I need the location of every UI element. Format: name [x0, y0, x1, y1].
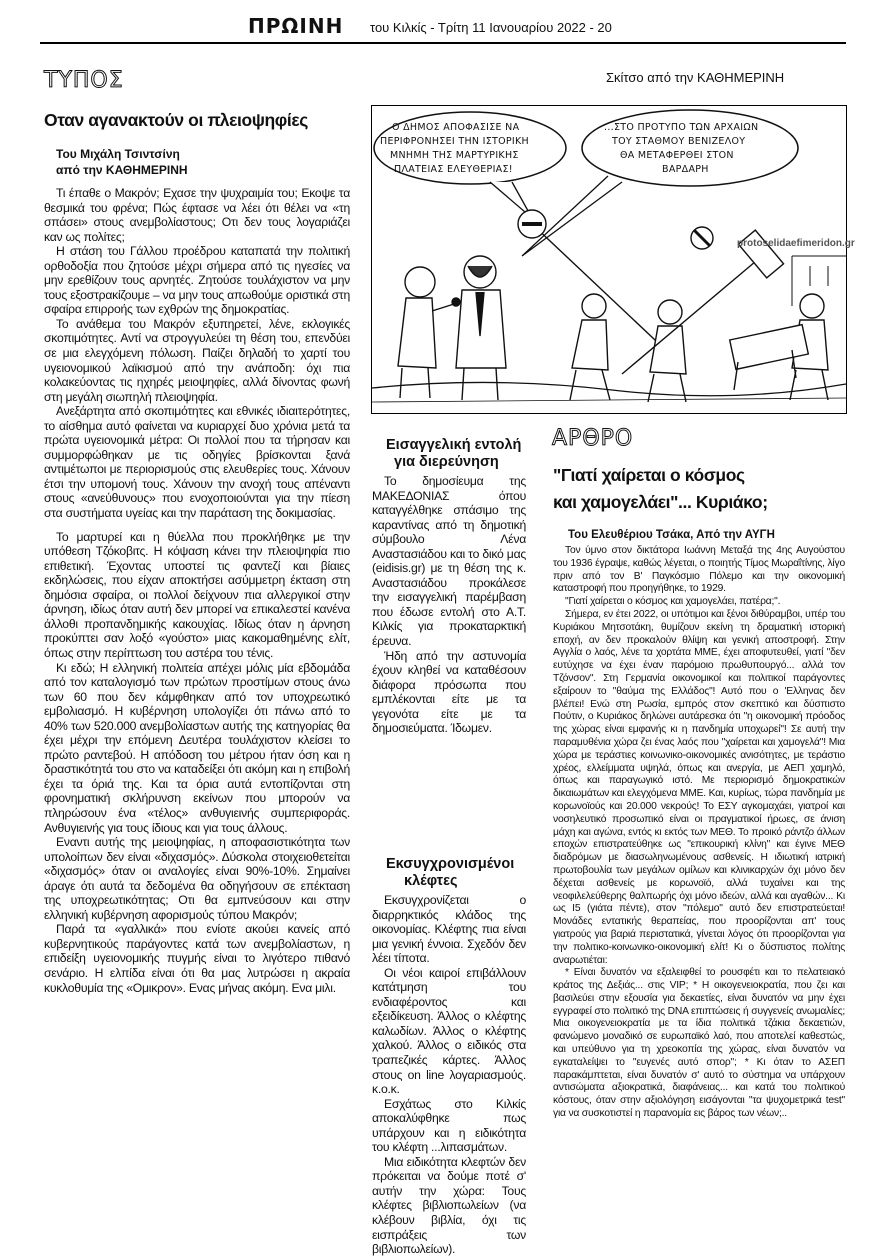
middle-story-1-body — [372, 474, 526, 736]
left-byline — [56, 146, 356, 178]
middle-headline-1 — [386, 437, 536, 471]
bubble-left-line: ΠΕΡΙΦΡΟΝΗΣΕΙ ΤΗΝ ΙΣΤΟΡΙΚΗ — [380, 136, 529, 147]
paragraph: Σήμερα, εν έτει 2022, οι υπότιμοι και ξένοι διθύραμβοι, υπέρ του Κυριάκου Μητσοτάκη, θυμίζουν εκείνη τη δραματική ιστορική εποχή, αν δεν προκαλούν θλίψη και γενική αποστροφή. Στην Αγγλία ο λαός, λένε τα χορτάτα ΜΜΕ, έχει αποφυτευθεί, γιατί "δεν ευτύχησε να έχει έναν παρόμοιο πρωθυπουργό... αλλά τον Τζόνσον". Στη Γερμανία οικονομικοί και πολιτικοί παράγοντες εξαίρουν το "θαύμα της Ελλάδος"! Αυτό που ο 'Ελληνας δεν βλέπει! Ενώ στη Ρωσία, εμπρός στον σκεπτικό και δύσπιστο Πούτιν, ο Κυριάκος δηλώνει αυτάρεσκα ότι "η οικονομική πρόοδος της χώρας είναι εμφανής κι η πανδημία υποχωρεί"! Σε αυτή την παραμυθένια χώρα ζει ένας λαός που "χαίρεται και χαμογελά"! Μια χώρα με τεράστιες κοινωνικο-οικονομικές ανισότητες, με τεράστιο χρέος, ελλείμματα υψηλά, όπως και ανεργία, με ΑΕΠ χαμηλό, όπως και παραγωγικό ιστό. Με περιορισμό δημοκρατικών δικαιωμάτων και ελεγχόμενα ΜΜΕ. Και, κυρίως, τώρα πανδημία με κορωνοϊούς και 20.000 νεκρούς! Το ΕΣΥ αγκομαχάει, γιατροί και νοσηλευτικό προσωπικό είναι οι πραγματικοί ήρωες, σε άνιση μάχη και αγώνα, εντός κι εκτός των ΜΕΘ. Το προικό ράντζο άλλων εποχών επιστρατεύθηκε ως "επικουρική κλίνη" και έγινε ΜΕΘ διαδρόμων με διασωληνωμένους ασθενείς. Η ιδιωτική ιατρική πρωτοβουλία των μεγάλων ομίλων και κλινικαρχών όχι μόνο δεν δέχεται ασθενείς με κορωνοϊό, αλλά τυχαίνει και της νεοφιλελεύθερης θαλπωρής όχι μόνο ιδεών, αλλά και αγαθών... Κι ως Ι5 (γιάτα πέντε), στον "πόλεμο" αυτό δεν επιστρατεύεται! Μονάδες εντατικής θεραπείας, που προορίζονται απ' τους γιατρούς για βαριά περιστατικά, γίνεται λόγος ότι προορίζονται για την πολιτικο-κοινωνικο-οικονομική ελίτ! Κι ο δύσπιστος πολίτης αναρωτιέται: — [553, 608, 845, 966]
bubble-right-line: ΤΟΥ ΣΤΑΘΜΟΥ ΒΕΝΙΖΕΛΟΥ — [612, 136, 746, 147]
headline-line: κλέφτες — [404, 873, 458, 889]
editorial-cartoon — [371, 105, 847, 414]
left-byline-author: Του Μιχάλη Τσιντσίνη — [56, 147, 180, 161]
paragraph: Το δημοσίευμα της ΜΑΚΕΔΟΝΙΑΣ όπου καταγγέλθηκε σπάσιμο της καραντίνας από τη δημοτική σύμβουλο Λένα Αναστασιάδου και το δικό μας (eidisis.gr) με τη θέση της κ. Αναστασιάδου προκάλεσε την εισαγγελική παρέμβαση που έδωσε εντολή στο Α.Τ. Κιλκίς για προκαταρκτική έρευνα. — [372, 474, 526, 649]
bubble-right-line: ...ΣΤΟ ΠΡΟΤΥΠΟ ΤΩΝ ΑΡΧΑΙΩΝ — [604, 122, 759, 133]
worker-with-bench-figure — [730, 294, 828, 400]
cartoon-drawing — [372, 106, 846, 413]
newspaper-logo: ΠΡΩΙΝΗ — [248, 14, 344, 38]
headline-line: Εισαγγελική εντολή — [386, 437, 522, 453]
paragraph: Ανεξάρτητα από σκοπιμότητες και εθνικές ιδιαιτερότητες, το αίσθημα αυτό φαίνεται να κυριαρχεί δυο χρόνια μετά τα πρώτα υγειονομικά μέτρα: Οι πολλοί που τα τήρησαν και συμμορφώθηκαν με τις οδηγίες βρίσκονται ξανά αντιμέτωποι με περιορισμούς στις ελευθερίες τους. Χάνουν έτσι την υπομονή τους. Χάνουν την ανοχή τους απέναντι στους «ανεύθυνους» που ενοχοποιούνται για την πίεση στα συστήματα υγείας και την παράταση της δοκιμασίας. — [44, 404, 350, 521]
paragraph: Τι έπαθε ο Μακρόν; Εχασε την ψυχραιμία του; Εκοψε τα θεσμικά του φρένα; Πώς έφτασε να λέει ότι θέλει να «τη σπάσει» στους ανεμβολίαστους; Οτι δεν τους λογαριάζει καν ως πολίτες; — [44, 186, 350, 244]
right-headline — [553, 462, 843, 516]
paragraph: Εκσυγχρονίζεται ο διαρρηκτικός κλάδος της οικονομίας. Κλέφτης πια είναι μια γενική έννοια. Σχεδόν δεν λέει τίποτα. — [372, 893, 526, 966]
middle-story-2-body — [372, 893, 526, 1257]
worker-with-traffic-light-figure — [622, 227, 784, 402]
paragraph: Η στάση του Γάλλου προέδρου καταπατά την πολιτική ορθοδοξία που ζητούσε μέχρι σήμερα από τις ηγεσίες να μην ερεθίζουν τους αρνητές. Ζητούσε τουλάχιστον να μην τους εξοστρακίζουμε – να μην τους απωθούμε οριστικά στη σφαίρα επιρροής των εχθρών της δημοκρατίας. — [44, 244, 350, 317]
paragraph: Οι νέοι καιροί επιβάλλουν κατάτμηση του ενδιαφέροντος και εξειδίκευση. Άλλος ο κλέφτης καλωδίων. Άλλος ο κλέφτης χαλκού. Άλλος ο ειδικός στα τραπεζικές κάρτες. Άλλος στους on line λογαριασμούς. κ.ο.κ. — [372, 965, 526, 1097]
left-article-body — [44, 186, 350, 995]
paragraph: Μια ειδικότητα κλεφτών δεν πρόκειται να δούμε ποτέ σ' αυτήν την χώρα: Τους κλέφτες βιβλιοπωλείων (να κλέβουν βιβλία, όχι τις εισπράξεις των βιβλιοπωλείων). — [372, 1154, 526, 1257]
bubble-right-line: ΘΑ ΜΕΤΑΦΕΡΘΕΙ ΣΤΟΝ — [620, 150, 734, 161]
left-byline-source: από την ΚΑΘΗΜΕΡΙΝΗ — [56, 163, 188, 177]
bubble-left-line: ΜΝΗΜΗ ΤΗΣ ΜΑΡΤΥΡΙΚΗΣ — [390, 150, 519, 161]
masthead — [40, 12, 846, 44]
issue-info: του Κιλκίς - Τρίτη 11 Ιανουαρίου 2022 - 20 — [370, 20, 612, 35]
paragraph: * Είναι δυνατόν να εξαλειφθεί το ρουσφέτι και το πελατειακό κράτος της Δεξιάς... στις VIP; * Η οικογενειοκρατία, που ζει και βασιλεύει στην εξουσία για δεκαετίες, είναι δυνατόν να μην έχει εγγραφεί στο πολιτικό της DNA επιπτώσεις ή συγγενείς ανωμαλίες; Μια οικογενειοκρατία με τα ίδια πολιτικά τζάκια δεκαετιών, φανώμενο μοναδικό σε ευρωπαϊκό λαό, που αποτελεί καθεστώς, και υπεύθυνο για τη χρεοκοπία της χώρας, είναι δυνατόν να εγκαταλείψει το "ευγενές αυτό σπορ"; * Κι όταν το ΑΣΕΠ παρακάμπτεται, είναι δυνατόν σ' αυτό το σύστημα να υπάρχουν αντισώματα αξιοκρατικά, διαφάνειας... και κατά του πολιτικού κόστους, όταν στην αξιολόγηση εισάγονται "τα ψυχομετρικά test" για να συσκοτιστεί η παρανομία εις βάρος των νέων;.. — [553, 967, 845, 1120]
middle-headline-2 — [386, 856, 536, 890]
mayor-figure — [456, 256, 506, 400]
paragraph: Το μαρτυρεί και η θύελλα που προκλήθηκε με την υπόθεση Τζόκοβιτς. Η κόψαση κάνει την πλειοψηφία πιο επιθετική. Έχοντας υποστεί τις φαντεζί και βίαιες εκδηλώσεις, που είχαν αποκτήσει ασύμμετρη έκταση στη δημόσια σφαίρα, οι πολλοί δείχνουν πια αλλεργικοί στην άρνηση, ιδίως όταν αυτή δεν μπορεί να επικαλεστεί κανένα άλλοθι προπανδημικής κακουχίας. Ιδίως όταν η άρνηση προκύπτει σαν λοξό «γούστο» μιας κακομαθημένης ελίτ, όπως στην περίπτωση του αστέρα του τένις. — [44, 529, 350, 660]
paragraph: Ήδη από την αστυνομία έχουν κληθεί να καταθέσουν διάφορα πρόσωπα που εμπλέκονται είτε με τα γεγονότα είτε με τα δημοσιεύματα. Ίδωμεν. — [372, 648, 526, 736]
paragraph: Εναντι αυτής της μειοψηφίας, η αποφασιστικότητα των υπολοίπων δεν είναι «διχασμός». Δύσκολα στοιχειοθετείται «διχασμός» όταν οι αναλογίες είναι 90%-10%. Σημαίνει άραγε ότι αυτά τα δεδομένα θα οδηγήσουν σε επέκταση της υποχρεωτικότητας; Οτι θα εμπνεύσουν και στην ελληνική κυβέρνηση αφορισμούς τύπου Μακρόν; — [44, 835, 350, 922]
paragraph: "Γιατί χαίρεται ο κόσμος και χαμογελάει, πατέρα;". — [565, 596, 781, 608]
paragraph: Κι εδώ; Η ελληνική πολιτεία απέχει μόλις μία εβδομάδα από τον καταλογισμό των πρώτων προστίμων στους άνω των 60 που δεν κάμφθηκαν από τον υποχρεωτικό εμβολιασμό. Η κυβέρνηση υπολογίζει ότι πάνω από το 40% των 520.000 ανεμβολίαστων αυτής της κατηγορίας θα έχει μέχρι την επόμενη Δευτέρα τουλάχιστον κλείσει το πρώτο ραντεβού. Η απόδοση του μέτρου ήταν όση και η δραστικότητά του στο να καταδείξει ότι ακόμη και η επιβολή έχει τα όριά της. Και τα όρια αυτά εντοπίζονται στη φρονηματική σκλήρυνση εκείνων που μπορούν να πληρώσουν ένα «τέλος» ανθυγιεινής συμπεριφοράς. Ανθυγιεινής για τους ίδιους και για τους άλλους. — [44, 660, 350, 835]
headline-line: για διερεύνηση — [394, 454, 499, 470]
cartoon-credit: Σκίτσο από την ΚΑΘΗΜΕΡΙΝΗ — [606, 70, 785, 85]
headline-line: "Γιατί χαίρεται ο κόσμος — [553, 465, 745, 485]
watermark: protoselidaefimeridon.gr — [737, 238, 855, 249]
bubble-left-line: Ο ΔΗΜΟΣ ΑΠΟΦΑΣΙΣΕ ΝΑ — [392, 122, 520, 133]
left-headline: Οταν αγανακτούν οι πλειοψηφίες — [44, 110, 308, 130]
headline-line: Εκσυγχρονισμένοι — [386, 856, 515, 872]
section-label-arthro: ΑΡΘΡΟ — [552, 426, 634, 451]
section-label-typos: ΤΥΠΟΣ — [44, 68, 124, 93]
right-article-body — [553, 545, 845, 1121]
reporter-figure — [398, 267, 460, 398]
paragraph: Τον ύμνο στον δικτάτορα Ιωάννη Μεταξά της 4ης Αυγούστου του 1936 έγραψε, καθώς λέγεται, ο ποιητής Τίμος Μωραΐτίνης, λίγο πριν από τον Β' Παγκόσμιο Πόλεμο και την οικονομική καταστροφή που προηγήθηκε, το 1929. — [553, 545, 845, 595]
paragraph: Το ανάθεμα του Μακρόν εξυπηρετεί, λένε, εκλογικές σκοπιμότητες. Αντί να στρογγυλεύει τη θέση του, επενδύει σε μια ελεγχόμενη πόλωση. Παίζει δηλαδή το χαρτί του υγειονομικού λαϊκισμού από την ανάποδη: όχι πια κολακεύοντας τις ηχηρές μειοψηφίες, αλλά δίνοντας φωνή στη μεγάλη σιωπηλή πλειοψηφία. — [44, 316, 350, 404]
paragraph: Εσχάτως στο Κιλκίς αποκαλύφθηκε πως υπάρχουν και η ειδικότητα του κλέφτη ...λιπασμάτων. — [372, 1096, 526, 1155]
right-byline: Του Ελευθέριου Τσάκα, Από την ΑΥΓΗ — [568, 529, 775, 541]
headline-line: και χαμογελάει"... Κυριάκο; — [553, 492, 768, 512]
paragraph: Παρά τα «γαλλικά» που ενίοτε ακούει κανείς από κυβερνητικούς παράγοντες κατά των ανεμβολίαστων, η επιδείξη υγειονομικής πυγμής είναι το λιγότερο πιθανό σενάριο. Η ελπίδα είναι ότι θα μας λυτρώσει η ακραία κυκλοθυμία της «Ομικρον». Ενας μήνας ακόμη. Ενα μιλι. — [44, 922, 350, 995]
bubble-right-line: ΒΑΡΔΑΡΗ — [662, 164, 709, 175]
bubble-left-line: ΠΛΑΤΕΙΑΣ ΕΛΕΥΘΕΡΙΑΣ! — [394, 164, 513, 175]
